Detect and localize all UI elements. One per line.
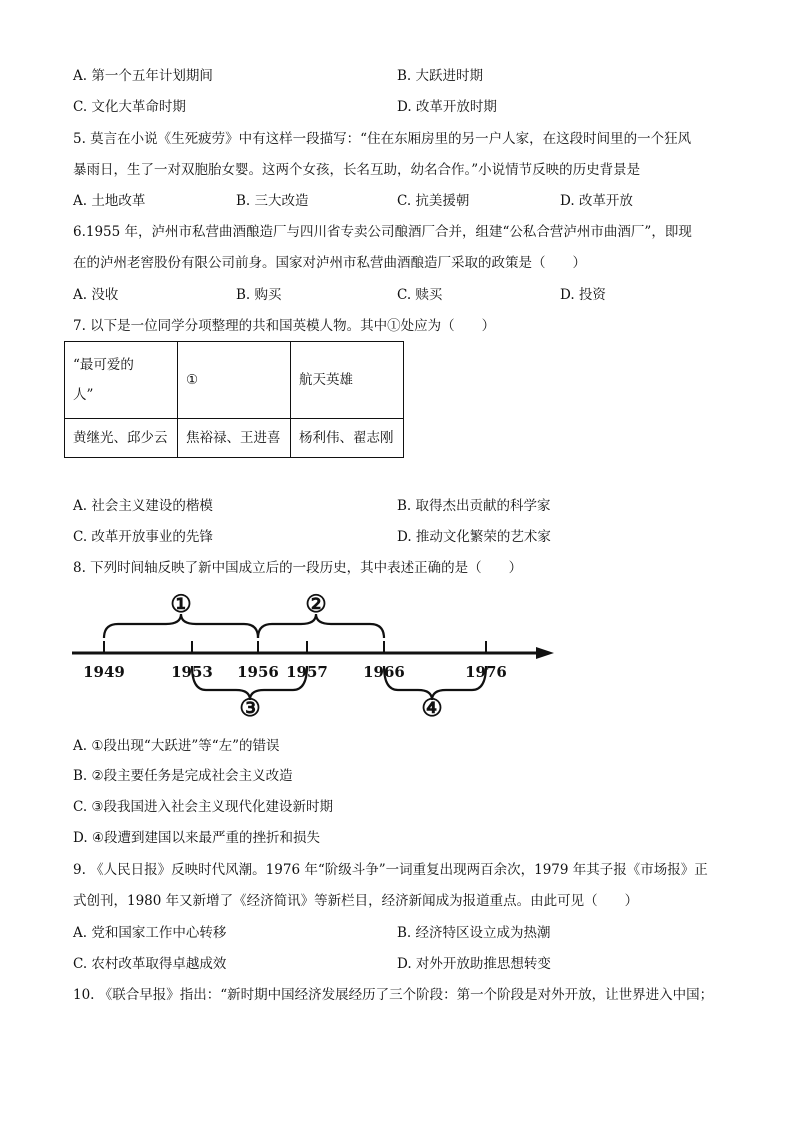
q7-option-a: A. 社会主义建设的楷模 bbox=[73, 498, 213, 514]
q7-option-d: D. 推动文化繁荣的艺术家 bbox=[397, 529, 551, 545]
q7-stem: 7. 以下是一位同学分项整理的共和国英模人物。其中①处应为（ ） bbox=[73, 318, 496, 334]
table-header-cell: 航天英雄 bbox=[291, 342, 404, 419]
year-label: 1949 bbox=[83, 663, 125, 681]
q8-option-c: C. ③段我国进入社会主义现代化建设新时期 bbox=[73, 799, 334, 815]
q10-stem-line1: 10. 《联合早报》指出：“新时期中国经济发展经历了三个阶段：第一个阶段是对外开放，让世界进入中国； bbox=[73, 987, 714, 1003]
table-cell: 黄继光、邱少云 bbox=[65, 419, 178, 458]
q7-option-b: B. 取得杰出贡献的科学家 bbox=[397, 498, 551, 514]
q8-stem: 8. 下列时间轴反映了新中国成立后的一段历史，其中表述正确的是（ ） bbox=[73, 560, 523, 576]
q9-option-c: C. 农村改革取得卓越成效 bbox=[73, 956, 227, 972]
year-label: 1957 bbox=[286, 663, 328, 681]
arrow-head-icon bbox=[536, 647, 554, 659]
table-header-cell bbox=[65, 342, 178, 419]
q4-option-b: B. 大跃进时期 bbox=[397, 68, 484, 84]
q8-option-b: B. ②段主要任务是完成社会主义改造 bbox=[73, 768, 293, 784]
table-header-cell: ① bbox=[178, 342, 291, 419]
q6-option-d: D. 投资 bbox=[560, 287, 606, 303]
q6-stem-line2: 在的泸州老窖股份有限公司前身。国家对泸州市私营曲酒酿造厂采取的政策是（ ） bbox=[73, 255, 586, 271]
segment-label-1: ① bbox=[170, 590, 192, 618]
q6-option-b: B. 购买 bbox=[236, 287, 282, 303]
q8-option-d: D. ④段遭到建国以来最严重的挫折和损失 bbox=[73, 830, 321, 846]
q5-stem-line2: 暴雨日，生了一对双胞胎女婴。这两个女孩，长名互助，幼名合作。”小说情节反映的历史背景是 bbox=[73, 162, 641, 178]
q4-option-d: D. 改革开放时期 bbox=[397, 99, 497, 115]
q5-stem-line1: 5. 莫言在小说《生死疲劳》中有这样一段描写：“住在东厢房里的另一户人家，在这段时间里的一个狂风 bbox=[73, 131, 692, 147]
q9-stem-line1: 9. 《人民日报》反映时代风潮。1976 年“阶级斗争”一词重复出现两百余次，1979 年其子报《市场报》正 bbox=[73, 862, 708, 878]
year-label: 1966 bbox=[363, 663, 405, 681]
q5-option-d: D. 改革开放 bbox=[560, 193, 633, 209]
q6-option-c: C. 赎买 bbox=[397, 287, 443, 303]
q5-option-a: A. 土地改革 bbox=[73, 193, 146, 209]
year-label: 1953 bbox=[171, 663, 213, 681]
q6-option-a: A. 没收 bbox=[73, 287, 119, 303]
hero-models-table bbox=[64, 341, 404, 458]
q9-option-a: A. 党和国家工作中心转移 bbox=[73, 925, 227, 941]
table-cell: 杨利伟、翟志刚 bbox=[291, 419, 404, 458]
q4-option-c: C. 文化大革命时期 bbox=[73, 99, 186, 115]
q4-option-a: A. 第一个五年计划期间 bbox=[73, 68, 213, 84]
q9-option-d: D. 对外开放助推思想转变 bbox=[397, 956, 551, 972]
year-label: 1976 bbox=[465, 663, 507, 681]
q8-option-a: A. ①段出现“大跃进”等“左”的错误 bbox=[73, 738, 280, 754]
table-cell: 焦裕禄、王进喜 bbox=[178, 419, 291, 458]
segment-label-4: ④ bbox=[421, 693, 443, 722]
q9-option-b: B. 经济特区设立成为热潮 bbox=[397, 925, 551, 941]
q5-option-b: B. 三大改造 bbox=[236, 193, 309, 209]
segment-label-3: ③ bbox=[239, 693, 261, 722]
header-text-line2: 人” bbox=[73, 387, 94, 403]
segment-label-2: ② bbox=[305, 590, 327, 618]
q7-option-c: C. 改革开放事业的先锋 bbox=[73, 529, 213, 545]
q6-stem-line1: 6.1955 年，泸州市私营曲酒酿造厂与四川省专卖公司酿酒厂合并，组建“公私合营泸州市曲酒厂”，即现 bbox=[73, 224, 692, 240]
header-text-line1: “最可爱的 bbox=[73, 357, 134, 373]
q5-option-c: C. 抗美援朝 bbox=[397, 193, 470, 209]
history-timeline bbox=[60, 590, 570, 725]
year-label: 1956 bbox=[237, 663, 279, 681]
q9-stem-line2: 式创刊，1980 年又新增了《经济简讯》等新栏目，经济新闻成为报道重点。由此可见（ ） bbox=[73, 893, 639, 909]
